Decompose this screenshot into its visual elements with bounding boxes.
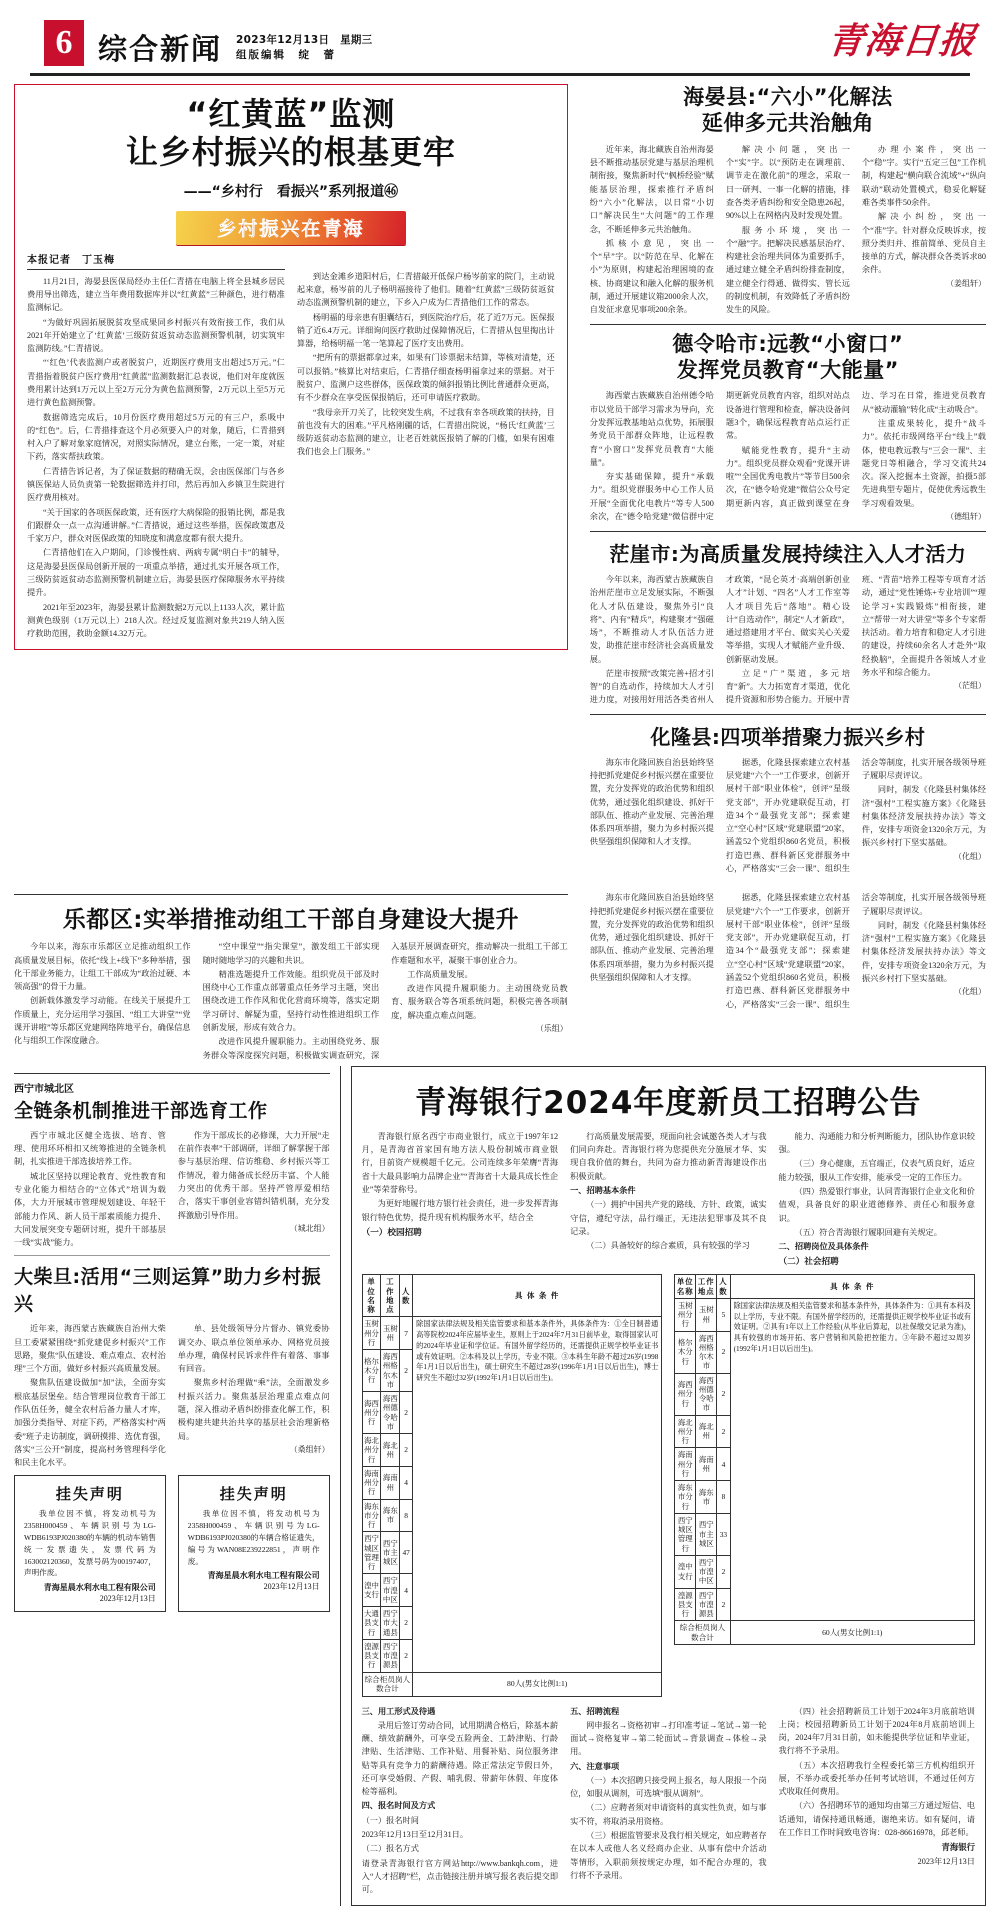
ad-intro-columns xyxy=(362,1130,975,1272)
paragraph: 解决小问题，突出一个“实”字。以“预防走在调理前、调节走在激化前”的理念，采取一日一研判、一事一化解的措施，排查各类矛盾纠纷和安全隐患26起，90%以上在网格内及时发现处置。 xyxy=(725,144,850,221)
paragraph: 作为干部成长的必修课，大力开展“走在前作表率”干部调研，详细了解掌握干部参与基层治理、信访维稳、乡村振兴等工作情况，着力储备成长经历丰富、个人能力突出的优秀干部。坚持严管厚爱相结合，落实干事创业容错纠错机制，充分发挥激励引导作用。 xyxy=(177,1130,330,1220)
story-ledu xyxy=(14,887,578,1062)
paragraph: “为做好巩固拓展脱贫攻坚成果同乡村振兴有效衔接工作，我们从2021年开始建立了‘红黄蓝’三级防贫返贫动态监测预警机制，切实筑牢监测防线。”仁青措说。 xyxy=(27,317,285,354)
paragraph: 同时，制发《化隆县村集体经济“强村”工程实施方案》《化隆县村集体经济发展扶持办法》等文件，安排专项资金1320余万元，为振兴乡村打下坚实基础。 xyxy=(861,920,986,983)
cell-unit: 玉树州分行 xyxy=(362,1317,381,1350)
paragraph: （二）报名方式 xyxy=(361,1844,419,1854)
cell-unit: 大通县支行 xyxy=(362,1607,381,1640)
ad-heading: 三、用工形式及待遇 xyxy=(361,1706,436,1716)
paragraph: 办理小案件，突出一个“稳”字。实行“五定三包”工作机制，构建起“横向联合流域”+“纵向联动”联动处置模式，稳妥化解疑难各类事件50余件。 xyxy=(861,144,986,208)
cell-place: 西宁市主城区 xyxy=(381,1532,400,1574)
cell-unit: 玉树州分行 xyxy=(675,1298,696,1331)
cell-count: 2 xyxy=(400,1350,413,1392)
story-body xyxy=(590,389,986,523)
loss-notice-2 xyxy=(178,1475,330,1612)
cell-unit: 海北州分行 xyxy=(362,1434,381,1467)
cell-unit: 海东市分行 xyxy=(362,1499,381,1532)
notice-body: 我单位因不慎，将发动机号为2358H000459、车辆识别号为LG-WDB6193PJ020380的车辆的机动车销售统一发票遗失，发票代码为163002120360，发票号码为00197407，声明作废。 xyxy=(24,1509,156,1578)
cell-condition: 除国家法律法规及相关监管要求和基本条件外，具体条件为：①全日制普通高等院校2024年应届毕业生，原则上于2024年7月31日前毕业，取得国家认可的2024年毕业证和学位证。有国外留学经历的，还需提供正规学校毕业证书或有效证明。②本科及以上学历，专业不限。③本科生年龄不超过26岁(1998年1月1日以后出生)，硕士研究生不超过28岁(1996年1月1日以后出生)，博士研究生不超过32岁(1992年1月1日以后出生)。 xyxy=(413,1317,662,1672)
cell-count: 8 xyxy=(717,1481,730,1514)
lead-headline xyxy=(27,95,555,172)
notice-body: 我单位因不慎，将发动机号为2358H000459、车辆识别号为LG-WDB6193PJ020380的车辆合格证遗失，编号为WAN08E239222851，声明作废。 xyxy=(187,1509,320,1566)
lead-story xyxy=(14,84,578,881)
cell-place: 海西州格尔木市 xyxy=(381,1350,400,1392)
mid-band xyxy=(14,1066,986,1906)
page-number-badge: 6 xyxy=(44,20,84,66)
paragraph: 夯实基础保障，提升“承载力”。组织党群服务中心工作人员开展“全面优化电教片”等专人500余次，在“德令哈党建”微信群中定期更新党员教育内容，组织对站点设备进行管理和检查，解决设备问题3个，确保远程教育站点运行正常。 xyxy=(589,391,850,521)
paragraph: 据悉，化隆县探索建立农村基层党建“六个一”工作要求，创新开展村干部“职业体检”，创评“星级党支部”，开办党建联促互动，打造34个“最强党支部”；探索建立“空心村”区域“党建联盟”20家，涵盖52个党组织860名党员，积极打造巴燕、群科新区党群服务中心，严格落实“三会一课”、组织生活会等制度，扎实开展各级领导班子履职尽责评议。 xyxy=(725,893,986,1009)
story-divider xyxy=(14,894,568,895)
cell-place: 西宁市湟源县 xyxy=(381,1639,400,1672)
cell-unit: 海北州分行 xyxy=(675,1415,696,1448)
lead-body-left xyxy=(27,251,285,642)
paragraph: 抓核小意见，突出一个“早”字。以“防范在早、化解在小”为原则，构建起治理困境的查核、协商建议和融入化解的服务机制，通过开展建议箱2000余人次，自发征求意见事项200余条。 xyxy=(589,238,714,315)
paragraph: （一）本次招聘只接受网上报名，每人限报一个岗位，如服从调剂，可选填“服从调剂”。 xyxy=(570,1775,767,1799)
ad-bottom-columns xyxy=(362,1705,975,1898)
paragraph: （四）热爱银行事业，认同青海银行企业文化和价值观，具备良好的职业道德修养、责任心和服务意识。 xyxy=(778,1186,975,1223)
ad-date: 2023年12月13日 xyxy=(917,1856,975,1866)
cell-place: 海东市 xyxy=(696,1481,717,1514)
paragraph: （一）报名时间 xyxy=(361,1815,419,1825)
story-dachaidan xyxy=(14,1262,330,1469)
paragraph: 服务小环境，突出一个“融”字。把解决民感基层治疗、构建社会治理共同体为重要抓手，通过建立健全矛盾纠纷排查制度，建立健全行得通、做得实、管长远的制度机制，有效降低了矛盾纠纷发生的风险。 xyxy=(725,225,850,315)
paragraph: 近年来，海北藏族自治州海晏县不断推动基层党建与基层治理机制衔接，聚焦新时代“枫桥经验”赋能基层治理，探索推行矛盾纠纷“六小”化解法，以日常“小切口”解决民生“大问题”的工作理念，不断延伸多元共治触角。 xyxy=(589,144,714,234)
cell-place: 西宁市湟中区 xyxy=(381,1574,400,1607)
story-headline xyxy=(590,331,986,384)
cell-count: 2 xyxy=(400,1607,413,1640)
table-header-row xyxy=(362,1275,662,1317)
paragraph: （四）社会招聘新员工计划于2024年3月底前培训上岗；校园招聘新员工计划于2024年8月底前培训上岗，2024年7月31日前，如未能提供学位证和毕业证，我行将不予录用。 xyxy=(778,1706,975,1756)
story-body xyxy=(14,1129,330,1250)
story-headline: 茫崖市:为高质量发展持续注入人才活力 xyxy=(609,541,967,566)
story-mangya xyxy=(590,538,986,707)
col-count: 人数 xyxy=(717,1275,730,1299)
hualong-continued xyxy=(578,887,986,1062)
cell-place: 海西州德令哈市 xyxy=(381,1392,400,1434)
story-kicker: 西宁市城北区 xyxy=(14,1083,74,1095)
story-divider xyxy=(14,1255,330,1256)
cell-place: 海南州 xyxy=(696,1448,717,1481)
masthead xyxy=(14,0,986,66)
story-divider xyxy=(590,324,986,325)
cell-place: 西宁市湟源县 xyxy=(696,1588,717,1621)
paragraph: 11月21日，海晏县医保局经办主任仁青措在电脑上将全县城乡居民费用导出筛选，建立当年费用数据库并以“红黄蓝”三种颜色，进行精准监测标记。 xyxy=(27,276,285,313)
cell-place: 海北州 xyxy=(381,1434,400,1467)
paragraph: 网申报名→资格初审→打印准考证→笔试→第一轮面试→资格复审→第二轮面试→背景调查→体检→录用。 xyxy=(570,1720,767,1757)
total-label: 综合柜员岗人数合计 xyxy=(362,1672,412,1696)
paragraph: 同时，制发《化隆县村集体经济“强村”工程实施方案》《化隆县村集体经济发展扶持办法》等文件，安排专项资金1320余万元，为振兴乡村打下坚实基础。 xyxy=(861,785,986,848)
paragraph: 仁青措他们在入户期间，门诊慢性病、两病专属“明白卡”的辅导，这是海晏县医保局创新开展的一项重点举措，通过扎实开展各项工作，三级防贫返贫动态监测预警机制建立后，海晏县医疗保障服务水平持续提升。 xyxy=(27,548,285,598)
loss-notice-1 xyxy=(14,1475,166,1612)
cell-place: 海北州 xyxy=(696,1415,717,1448)
story-signoff: （茫组） xyxy=(953,681,986,691)
story-signoff: （化组） xyxy=(953,987,986,997)
cell-unit: 湟中支行 xyxy=(362,1574,381,1607)
paragraph: （二）应聘者须对申请资料的真实性负责，如与事实不符，将取消录用资格。 xyxy=(570,1803,767,1826)
cell-unit: 海南州分行 xyxy=(362,1466,381,1499)
cell-count: 2 xyxy=(717,1415,730,1448)
paragraph: “关于国家的各项医保政策，还有医疗大病保险的报销比例，都是我们跟群众一点一点沟通讲解。”仁青措说，通过这些举措，医保政策惠及千家万户，群众对医保政策的知晓度和满意度都有很大提升。 xyxy=(27,507,285,544)
ad-section-campus: （一）校园招聘 xyxy=(361,1227,422,1238)
paragraph: 改进作风提升履职能力。主动围绕党务、服务群众等深度探究问题，积极做实调查研究，深入基层开展调查研究，推动解决一批组工干部工作难题和水平，凝聚干事创业合力。 xyxy=(202,942,568,1060)
lead-headline-line1: “红黄蓝”监测 xyxy=(186,95,396,133)
cell-place: 海西州德令哈市 xyxy=(696,1373,717,1415)
story-haiyan xyxy=(590,84,986,317)
paragraph: （六）各招聘环节的通知均由第三方通过短信、电话通知，请保持通讯畅通，谢绝来访。如有疑问，请在工作日工作时间致电咨询：028-86616978，邱老师。 xyxy=(778,1801,975,1838)
series-banner xyxy=(176,211,406,245)
cell-place: 西宁市大通县 xyxy=(381,1607,400,1640)
table-total-row xyxy=(362,1672,662,1696)
lead-story-box xyxy=(14,84,568,650)
table-row xyxy=(362,1317,662,1350)
story-signoff: （姜组轩） xyxy=(945,278,986,288)
story-headline: 全链条机制推进干部选育工作 xyxy=(14,1099,268,1122)
paragraph: 请登录青海银行官方网站http://www.bankqh.com，进入“人才招聘”栏，点击链接注册并填写报名表后提交即可。 xyxy=(361,1858,559,1895)
cell-place: 玉树州 xyxy=(381,1317,400,1350)
col-unit: 单位名称 xyxy=(675,1275,696,1299)
story-body xyxy=(590,573,986,707)
cell-count: 2 xyxy=(717,1555,730,1588)
cell-count: 2 xyxy=(717,1331,730,1373)
cell-count: 47 xyxy=(400,1532,413,1574)
cell-place: 海西州格尔木市 xyxy=(696,1331,717,1373)
cell-unit: 海西州分行 xyxy=(362,1392,381,1434)
paragraph: 海东市化隆回族自治县始终坚持把抓党建促乡村振兴摆在重要位置，充分发挥党的政治优势和组织优势，通过强化组织建设、抓好干部队伍、推动产业发展、完善治理体系四项举措，聚力为乡村振兴提供坚强组织保障和人才支撑。 xyxy=(589,893,714,982)
story-divider xyxy=(590,531,986,532)
ad-heading: 四、报名时间及方式 xyxy=(361,1801,436,1811)
paragraph: （三）根据监管要求及我行相关规定，如应聘者存在以本人或他人名义经商办企业、从事有偿中介活动等情形，入职前须按规定办理，如不配合办理的，我行将不予录用。 xyxy=(570,1831,767,1880)
cell-place: 海南州 xyxy=(381,1466,400,1499)
paragraph: “把所有的票据都拿过来，如果有门诊票据未结算，等核对清楚，还可以报销。”核算比对结束后，仁青措仔细查杨明福拿过来的票据。对于脱贫户、监测户这些群体，医保政策的倾斜报销比例比普通群众更高，有不少群众在享受医保报销后，还可申请医疗救助。 xyxy=(296,353,555,403)
notices-row xyxy=(14,1475,330,1612)
cell-count: 2 xyxy=(400,1392,413,1434)
cell-place: 西宁市主城区 xyxy=(696,1513,717,1555)
cell-count: 4 xyxy=(400,1574,413,1607)
ad-heading: 一、招聘基本条件 xyxy=(570,1185,636,1195)
table-total-row xyxy=(675,1621,975,1645)
cell-unit: 海南州分行 xyxy=(675,1448,696,1481)
cell-count: 2 xyxy=(400,1639,413,1672)
notice-date: 2023年12月13日 xyxy=(99,1594,156,1604)
cell-count: 2 xyxy=(717,1373,730,1415)
lead-subheadline: ——“乡村行 看振兴”系列报道㊻ xyxy=(183,183,399,200)
paragraph: 西宁市城北区健全选拔、培育、管理、使用环环相扣又统筹推进的全链条机制，扎实推进干部选拔培养工作。 xyxy=(14,1130,166,1167)
headline-line2: 延伸多元共治触角 xyxy=(701,111,874,136)
story-signoff: （化组） xyxy=(953,851,986,861)
story-divider xyxy=(14,1073,330,1074)
ad-intro-col3 xyxy=(779,1130,975,1272)
paragraph: 聚焦乡村治理做“乘”法，全面激发乡村振兴活力。聚焦基层治理重点难点问题，深入推动矛盾纠纷排查化解工作，积极构建共建共治共享的基层社会治理新格局。 xyxy=(177,1378,330,1441)
cell-place: 海东市 xyxy=(381,1499,400,1532)
ad-bottom-col1 xyxy=(362,1705,558,1898)
recruitment-tables xyxy=(362,1272,975,1700)
newspaper-brand-logo: 青海日报 xyxy=(825,21,978,61)
notice-org: 青海星晨水利水电工程有限公司 xyxy=(207,1571,320,1581)
cell-unit: 湟源县支行 xyxy=(362,1639,381,1672)
cell-unit: 湟中支行 xyxy=(675,1555,696,1588)
cell-unit: 格尔木分行 xyxy=(362,1350,381,1392)
paragraph: （三）身心健康，五官端正，仪表气质良好，适应能力较强，服从工作安排，能承受一定的工作压力。 xyxy=(778,1159,975,1182)
lead-body-right xyxy=(297,251,555,642)
headline-line1: 海晏县:“六小”化解法 xyxy=(683,85,893,109)
cell-count: 33 xyxy=(717,1513,730,1555)
paragraph: 工作高质量发展。 xyxy=(407,969,473,979)
cell-unit: 西宁城区管理行 xyxy=(362,1532,381,1574)
col-count: 人数 xyxy=(400,1275,413,1317)
headline-line1: 德令哈市:远教“小窗口” xyxy=(672,331,904,356)
cell-unit: 西宁城区管理行 xyxy=(675,1513,696,1555)
campus-recruitment-table xyxy=(362,1274,663,1696)
paragraph: 改进作风提升履职能力。主动围绕党员教育、服务联合等各项系统问题，积极完善各项制度，解决重点难点问题。 xyxy=(391,984,568,1020)
paragraph: 解决小纠纷，突出一个“准”字。针对群众反映诉求，按照分类归并、推前简单、党员自主接单的方式，解决群众各类诉求80余件。 xyxy=(861,212,986,275)
table-header-row xyxy=(675,1275,975,1299)
story-signoff: （城北组） xyxy=(289,1223,330,1233)
lead-headline-line2: 让乡村振兴的根基更牢 xyxy=(125,133,456,172)
col-condition: 具 体 条 件 xyxy=(413,1275,662,1317)
notice-title: 挂失声明 xyxy=(55,1485,124,1504)
paragraph: （二）具备较好的综合素质，具有较强的学习 xyxy=(586,1241,750,1251)
ad-bottom-col3 xyxy=(779,1705,975,1898)
cell-unit: 湟源县支行 xyxy=(675,1588,696,1621)
lead-body-text-left xyxy=(27,275,285,641)
cell-count: 5 xyxy=(717,1298,730,1331)
story-headline: 化隆县:四项举措聚力振兴乡村 xyxy=(650,724,926,749)
col-condition: 具 体 条 件 xyxy=(730,1275,974,1299)
ad-bottom-col2 xyxy=(570,1705,766,1898)
paragraph: 仁青措告诉记者，为了保证数据的精确无误，会由医保部门与各乡镇医保站人员负责第一轮数据筛选并打印，然后再加入乡镇卫生院进行医疗费用核对。 xyxy=(27,466,285,503)
masthead-divider xyxy=(30,73,970,76)
story-divider xyxy=(590,714,986,715)
paragraph: 青海银行原名西宁市商业银行，成立于1997年12月，是青海省首家国有地方法人股份制城市商业银行，目前资产规模超千亿元。公司连续多年荣膺“青海省十大最具影响力品牌企业”“青海省十大最具成长性企业”等荣誉称号。 xyxy=(361,1131,559,1194)
paragraph: “空中课堂”“指尖课堂”，激发组工干部实现随时随地学习的兴趣和共识。 xyxy=(202,942,380,965)
paragraph: 到达金滩乡道阳村后，仁青措敲开低保户杨岑前家的院门，主动说起来意，杨岑前的儿子杨明福接待了他们。随着“红黄蓝”三级防贫返贫动态监测预警机制的建立，下乡入户成为仁青措他们工作的常态。 xyxy=(296,271,555,308)
paragraph: 数据筛选完成后，10月份医疗费用超过5万元的有三户，系吸中的“红色”。后，仁青措排查这个月必须要入户的对象，随后，仁青措到村入户了解对象家庭情况，对照实际情况，建立台账，一定一策，对症下药，落实帮扶政策。 xyxy=(27,412,285,462)
table-row xyxy=(675,1298,975,1331)
lead-body-columns xyxy=(27,251,555,642)
paragraph: 单、县处级领导分片督办、镇党委协调交办、联点单位领单承办、网格党员接单办理，确保村民诉求件件有着落、事事有回音。 xyxy=(177,1324,330,1374)
recruitment-advertisement xyxy=(340,1066,986,1906)
paragraph: 海东市化隆回族自治县始终坚持把抓党建促乡村振兴摆在重要位置，充分发挥党的政治优势和组织优势，通过强化组织建设、抓好干部队伍、推动产业发展、完善治理体系四项举措，聚力为乡村振兴提供坚强组织保障和人才支撑。 xyxy=(589,757,714,847)
social-table-wrap xyxy=(674,1272,975,1700)
cell-condition: 除国家法律法规及相关监管要求和基本条件外，具体条件为：①具有本科及以上学历，专业不限。有国外留学经历的，还需提供正规学校毕业证书或有效证明。②具有1年以上工作经验(从毕业后算起，以社保缴交记录为准)，具有较强的市场开拓、客户营销和风险把控能力。③年龄不超过32周岁(1992年1月1日以后出生)。 xyxy=(730,1298,974,1621)
paragraph: （五）符合青海银行履职回避有关规定。 xyxy=(794,1227,942,1237)
ad-heading: 二、招聘岗位及具体条件 xyxy=(778,1242,869,1252)
paragraph: 精准选题提升工作效能。组织党员干部及时围绕中心工作重点部署重点任务学习主题，突出围绕改进工作作风和优化营商环境等，落实定期学习研讨、解疑为重，坚持行动性推进组织工作创新发展，形成有效合力。 xyxy=(202,969,380,1032)
paragraph: 创新载体激发学习动能。在线关于展提升工作质量上，充分运用学习强国、“组工大讲堂”“党课开讲啦”等乐都区党建网络阵地平台，确保信息化与组织工作深度融合。 xyxy=(14,996,191,1046)
ad-heading: 六、注意事项 xyxy=(570,1761,620,1771)
paragraph: “‘红色’代表监测户或者脱贫户，近期医疗费用支出超过5万元。”仁青措指着脱贫户医疗费用“红黄蓝”监测数据汇总表说，他们对年度就医费用累计达到1万元以上至2万元分为黄色监测预警，2万元以上至5万元进行黄色监测预警。 xyxy=(27,358,285,408)
paragraph: 注重成果转化，提升“战斗力”。依托市级网络平台“线上”载体，使电教远教与“三会一课”、主题党日等相融合，学习交流共24次。深入挖掘本土资源，拍摄5部先进典型专题片，促使优秀远教生学习观看效果。 xyxy=(861,419,986,508)
ad-title: 青海银行2024年度新员工招聘公告 xyxy=(415,1084,922,1121)
cell-count: 4 xyxy=(400,1466,413,1499)
story-body-continued xyxy=(590,891,986,1011)
campus-table-wrap xyxy=(362,1272,663,1700)
paragraph: 能力、沟通能力和分析判断能力，团队协作意识较强。 xyxy=(778,1131,975,1155)
paragraph: “我母亲开刀关了，比较突发生病，不过我有幸各项政策的扶持，目前也没有大的困难。”平凡格刚疆的话，仁青措出院说，“杨氏‘红黄蓝’三级防返贫动态监测的建立，让老百姓就医报销了解的门槛，如果有困难我们也会上门服务。” xyxy=(296,407,555,457)
publication-date: 2023年12月13日 星期三 xyxy=(236,33,373,46)
paragraph: 赋能党性教育，提升“主动力”。组织党员群众观看“党课开讲啦”“全国优秀电教片”等节目500余次，在“德令哈党建”微信公众号定期更新内容，真正做到课堂在身边、学习在日常，推进党员教育从“被动灌输”转化成“主动吸合”。 xyxy=(725,391,986,508)
paragraph: 今年以来，海东市乐都区立足推动组织工作高质量发展目标，依托“线上+线下”多种举措，强化干部业务能力，让组工干部成为“政治过硬、本领高强”的骨干力量。 xyxy=(14,942,191,992)
byline: 本报记者 丁玉梅 xyxy=(27,251,285,270)
paragraph: 今年以来，海西蒙古族藏族自治州茫崖市立足发展实际，不断强化人才队伍建设，聚焦外引“良将”、内有“精兵”，构建聚才“强磁场”，不断推动人才队伍活力迸发，助推茫崖市经济社会高质量发展。 xyxy=(589,574,714,664)
section-title: 综合新闻 xyxy=(98,32,223,66)
paragraph: 城北区坚持以理论教育、党性教育和专业化能力相结合的“立体式”培训为载体，大力开展城市管理规划建设、年轻干部能力作风、新人员干部素质能力提升、大同发展突变专题研讨班，提升干部基层一线“实战”能力。 xyxy=(14,1171,166,1248)
paragraph: （一）拥护中国共产党的路线、方针、政策，诚实守信，遵纪守法，品行端正，无违法犯罪事及其不良记录。 xyxy=(570,1200,767,1236)
story-chengbei xyxy=(14,1080,330,1250)
paragraph: 录用后签订劳动合同，试用期满合格后，除基本薪酬、绩效薪酬外，可享受五险两金、工龄津贴、行龄津贴、生活津贴、工作补贴、用餐补贴、岗位服务津贴等具有竞争力的薪酬待遇。除正常法定节假日外，还可享受婚假、产假、哺乳假、带薪年休假、年度体检等福利。 xyxy=(361,1720,559,1797)
notice-org: 青海星晨水利水电工程有限公司 xyxy=(43,1583,156,1593)
series-banner-text: 乡村振兴在青海 xyxy=(217,218,365,241)
story-delingha xyxy=(590,331,986,524)
date-block xyxy=(236,33,372,66)
paragraph: 据悉，化隆县探索建立农村基层党建“六个一”工作要求，创新开展村干部“职业体检”，创评“星级党支部”，开办党建联促互动，打造34个“最强党支部”；探索建立“空心村”区域“党建联盟”20家，涵盖52个党组织860名党员，积极打造巴燕、群科新区党群服务中心，严格落实“三会一课”、组织生活会等制度，扎实开展各级领导班子履职尽责评议。 xyxy=(725,757,986,874)
cell-place: 玉树州 xyxy=(696,1298,717,1331)
paragraph: （五）本次招聘我行全程委托第三方机构组织开展，不举办或委托举办任何考试培训，不通过任何方式收取任何费用。 xyxy=(778,1760,975,1797)
layout-editor: 组版编辑 绽 蕾 xyxy=(236,48,337,61)
ad-section-social: （二）社会招聘 xyxy=(778,1257,839,1268)
story-signoff: （德组轩） xyxy=(945,512,986,521)
total-label: 综合柜员岗人数合计 xyxy=(675,1621,730,1645)
story-body xyxy=(590,756,986,876)
cell-unit: 海西州分行 xyxy=(675,1373,696,1415)
paragraph: 立足“广”渠道，多元培育“新”。大力拓宽育才渠道，优化提升资源和形势合能力。开展中青班、“青苗”培养工程等专项育才活动，通过“党性锤炼+专业培训”“理论学习+实践锻炼”相衔接，建立“帮带一对大讲堂”等多个专家帮扶活动。着力培育和稳定人才引进的建设，持续60余名人才赴外“取经换脑”，全面提升各领域人才业务水平和综合能力。 xyxy=(725,574,986,705)
ad-heading: 五、招聘流程 xyxy=(570,1706,620,1716)
ad-signature: 青海银行 xyxy=(941,1842,975,1853)
paragraph: 为更好地履行地方银行社会责任，进一步发挥青海银行特色优势，提升现有机构服务水平，结合全 xyxy=(361,1199,559,1222)
paragraph: 2021年至2023年，海晏县累计监测数据2万元以上1133人次，累计监测黄色级别（1万元以上）218人次。经过反复监测对象共219人纳入医疗救助范围，救助金额14.32万元。 xyxy=(27,602,285,639)
story-signoff: （乐组） xyxy=(535,1023,568,1033)
total-value: 60人(男女比例1:1) xyxy=(730,1621,974,1645)
story-headline: 乐都区:实举措推动组工干部自身建设大提升 xyxy=(62,907,519,934)
cell-count: 7 xyxy=(400,1317,413,1350)
headline-line2: 发挥党员教育“大能量” xyxy=(676,358,899,383)
paragraph: 聚焦队伍建设做加“加”法，全面夯实根底基层堡垒。结合管理岗位教育干部工作队伍任务，健全农村后备力量人才库，加强分类指导、对症下药，严格落实村“两委”班子走访制度，调研摸排、选优育强，落实“三公开”制度，提高村务管理科学化和民主化水平。 xyxy=(14,1378,166,1468)
top-section xyxy=(14,84,986,881)
cell-unit: 格尔木分行 xyxy=(675,1331,696,1373)
ad-box xyxy=(351,1066,986,1906)
story-signoff: （桑组轩） xyxy=(289,1444,330,1454)
cell-count: 2 xyxy=(717,1588,730,1621)
col-place: 工作地点 xyxy=(696,1275,717,1299)
cell-count: 2 xyxy=(400,1434,413,1467)
story-body xyxy=(14,940,568,1062)
social-recruitment-table xyxy=(674,1274,975,1645)
story-headline xyxy=(590,84,986,137)
ledu-row xyxy=(14,887,986,1062)
paragraph: 2023年12月13日至12月31日。 xyxy=(361,1830,469,1840)
paragraph: 茫崖市按照“改策完善+招才引智”的自选动作，持续加大人才引进力度，对接用好用活各类省州人才政策，“昆仑英才·高端创新创业人才”计划、“四名”人才工作室等人才项目先后“落地”。精心设计“自选动作”，制定“人才新政”，通过搭建用才平台、做实关心关爱等举措，实现人才赋能产业升级、创新驱动发展。 xyxy=(589,574,850,705)
lead-body-text-right xyxy=(297,270,555,459)
cell-count: 8 xyxy=(400,1499,413,1532)
left-column-stories xyxy=(14,1066,340,1906)
col-place: 工作地点 xyxy=(381,1275,400,1317)
cell-unit: 海东市分行 xyxy=(675,1481,696,1514)
cell-place: 西宁市湟中区 xyxy=(696,1555,717,1588)
story-body xyxy=(14,1322,330,1469)
total-value: 80人(男女比例1:1) xyxy=(413,1672,662,1696)
paragraph: 杨明福的母亲患有胆囊结石，到医院治疗后，花了近7万元。医保报销了近6.4万元。详细询问医疗救助过保障情况后，仁青措从包里掏出计算器，给杨明福一笔一笔算起了医疗支出费用。 xyxy=(296,312,555,349)
cell-count: 4 xyxy=(717,1448,730,1481)
ad-intro-col1 xyxy=(362,1130,558,1272)
paragraph: 海西蒙古族藏族自治州德令哈市以党员干部学习需求为导向，充分发挥远教基地站点优势，拓展服务党员干部群众阵地，让远程教育“小窗口”发挥党员教育“大能量”。 xyxy=(589,391,714,467)
ad-intro-col2 xyxy=(570,1130,766,1272)
notice-date: 2023年12月13日 xyxy=(263,1582,320,1592)
story-hualong xyxy=(590,721,986,876)
paragraph: 行高质量发展需要，现面向社会诚邀各类人才与我们同向奔赴。青海银行将为您提供充分施展才华、实现自我价值的舞台，共同为奋力推动新青海建设作出积极贡献。 xyxy=(570,1131,767,1181)
story-body xyxy=(590,143,986,317)
story-headline: 大柴旦:活用“三则运算”助力乡村振兴 xyxy=(14,1266,322,1316)
right-column-stories xyxy=(578,84,986,881)
paragraph: 近年来，海西蒙古族藏族自治州大柴旦工委紧紧围绕“抓党建促乡村振兴”工作思路，聚焦“队伍建设、难点难点、农村治理”三个方面，做好乡村振兴高质量发展。 xyxy=(14,1324,166,1374)
notice-title: 挂失声明 xyxy=(219,1485,288,1504)
col-unit: 单位名称 xyxy=(362,1275,381,1317)
